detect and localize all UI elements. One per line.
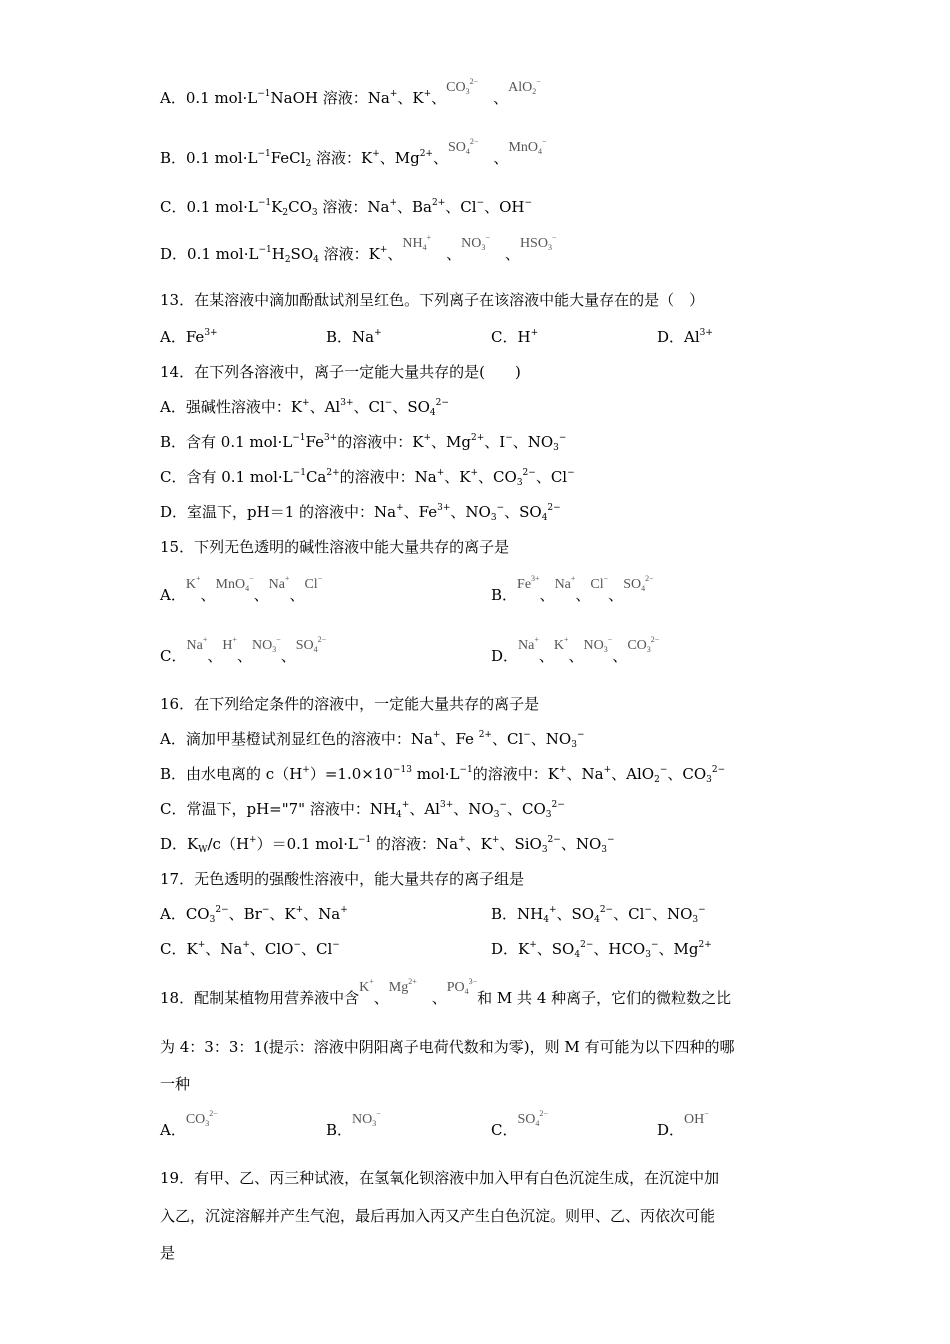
q13-options — [160, 327, 780, 347]
q15-option-b: B．$Fe^{3+}$、Na+、Cl−、$SO_4^{2-}$ — [491, 574, 654, 604]
q16-stem: 16．在下列给定条件的溶液中，一定能大量共存的离子是 — [160, 695, 540, 713]
q13-option-a: A．$Fe^{3+}$ — [160, 328, 218, 346]
q16-option-a: A．滴加甲基橙试剂显红色的溶液中：Na+、Fe $^{2+}$、Cl−、$NO_3^-$ — [160, 730, 585, 750]
q19-line2: 入乙，沉淀溶解并产生气泡，最后再加入丙又产生白色沉淀。则甲、乙、丙依次可能 — [160, 1207, 716, 1225]
q13-option-b: B．Na+ — [326, 328, 382, 346]
q15-option-a: A．K+、MnO$_4$−、Na+、Cl− — [160, 574, 323, 604]
q18-option-d: D．OH− — [657, 1109, 709, 1139]
q17-option-d: D．K+、$SO_4^{2-}$、$HCO_3^-$、$Mg^{2+}$ — [491, 940, 712, 960]
q15-stem: 15．下列无色透明的碱性溶液中能大量共存的离子是 — [160, 538, 510, 556]
q18-option-a: A．$CO_3^{2-}$ — [160, 1109, 218, 1139]
q19-line1: 19．有甲、乙、丙三种试液，在氢氧化钡溶液中加入甲有白色沉淀生成，在沉淀中加 — [160, 1169, 720, 1187]
q17-option-a: A．$CO_3^{2-}$、Br−、K+、Na+ — [160, 905, 348, 925]
q14-option-d: D．室温下，pH＝1 的溶液中：Na+、$Fe^{3+}$、$NO_3^-$、$SO_4^{2-}$ — [160, 503, 561, 523]
q18-stem-line2: 为 4：3：3：1(提示：溶液中阴阳离子电荷代数和为零)，则 M 有可能为以下四种的哪 — [160, 1038, 735, 1056]
q13-option-c: C．H+ — [491, 328, 539, 346]
q18-options — [160, 1109, 780, 1140]
q14-stem: 14．在下列各溶液中，离子一定能大量共存的是( ) — [160, 363, 521, 381]
q13-option-d: D．$Al^{3+}$ — [657, 328, 713, 346]
q15-option-d: D．Na+、K+、$NO_3^-$、$CO_3^{2-}$ — [491, 635, 660, 665]
q16-option-c: C．常温下，pH="7" 溶液中：$NH_4^+$、$Al^{3+}$、$NO_3^-$、$CO_3^{2-}$ — [160, 800, 565, 820]
q13-stem: 13．在某溶液中滴加酚酞试剂呈红色。下列离子在该溶液中能大量存在的是（ ） — [160, 291, 705, 309]
q12-option-a: A．0.1 $mol\cdot L^{-1}NaOH$ 溶液：Na+、K+、$CO_3^{2-}$ 、AlO$_2$− — [160, 77, 541, 107]
q18-stem-line1: 18．配制某植物用营养液中含K+、$Mg^{2+}$ 、$PO_4^{3-}$和 M 共 4 种离子，它们的微粒数之比 — [160, 977, 732, 1007]
q18-stem-line3: 一种 — [160, 1075, 191, 1093]
q18-option-c: C．$SO_4^{2-}$ — [491, 1109, 548, 1139]
q12-option-b: B．0.1 $mol\cdot L^{-1}FeCl_2$ 溶液：K+、$Mg^{2+}$、$SO_4^{2-}$ 、MnO$_4$− — [160, 137, 547, 169]
q14-option-a: A．强碱性溶液中：K+、$Al^{3+}$、Cl−、$SO_4^{2-}$ — [160, 398, 449, 418]
q17-option-b: B．$NH_4^+$、$SO_4^{2-}$、Cl−、$NO_3^-$ — [491, 905, 706, 925]
q12-option-d: D．0.1 $mol\cdot L^{-1}H_2SO_4$ 溶液：K+、$NH_4^+$ 、$NO_3^-$ 、$HSO_3^-$ — [160, 233, 557, 265]
q17-stem: 17．无色透明的强酸性溶液中，能大量共存的离子组是 — [160, 870, 525, 888]
q16-option-b: B．由水电离的 $c(H^+)=1.0\times 10^{-13}$ $mol\cdot L^{-1}$的溶液中：K+、Na+、AlO$_2$−、$CO_3^{2-}$ — [160, 765, 726, 785]
q16-option-d: D．$K_W/c(H^+)=0.1$ $mol\cdot L^{-1}$ 的溶液：Na+、K+、SiO$_3^{2-}$、$NO_3^-$ — [160, 835, 615, 855]
q14-option-b: B．含有 0.1 $mol\cdot L^{-1}Fe^{3+}$的溶液中：K+、$Mg^{2+}$、I−、$NO_3^-$ — [160, 433, 567, 453]
q19-line3: 是 — [160, 1244, 176, 1262]
q18-option-b: B．$NO_3^-$ — [326, 1109, 381, 1139]
q17-option-c: C．K+、Na+、ClO−、Cl− — [160, 940, 340, 958]
q15-option-c: C．Na+、H+、$NO_3^-$、$SO_4^{2-}$ — [160, 635, 327, 665]
q14-option-c: C．含有 0.1 $mol\cdot L^{-1}Ca^{2+}$的溶液中：Na+、K+、$CO_3^{2-}$、Cl− — [160, 468, 575, 488]
q12-option-c: C．0.1 $mol\cdot L^{-1}K_2CO_3$ 溶液：Na+、$Ba^{2+}$、Cl−、OH− — [160, 198, 533, 218]
